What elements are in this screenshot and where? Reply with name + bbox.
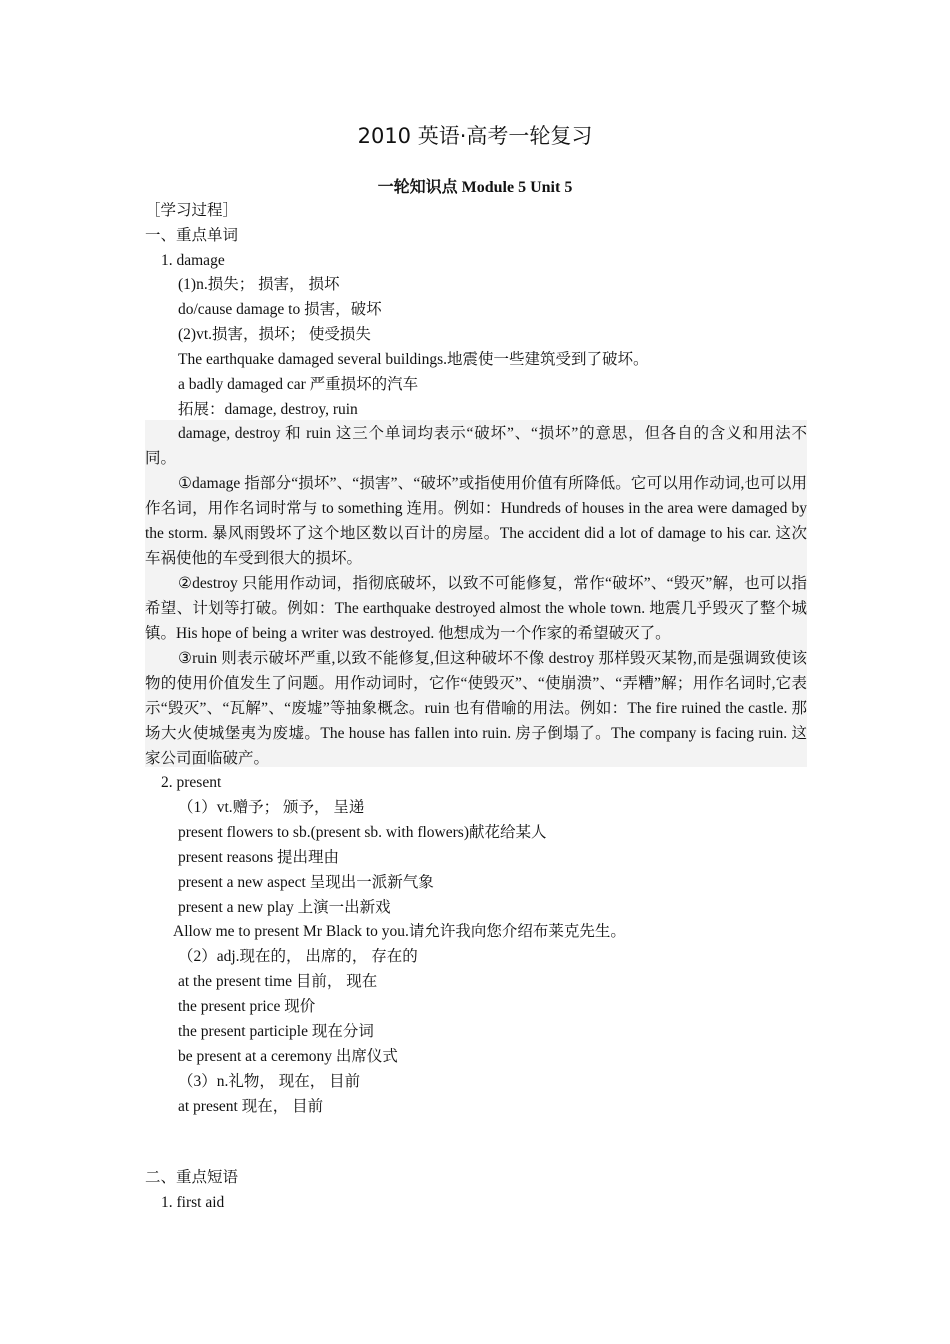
text-line: the present price 现价 <box>178 998 316 1015</box>
paragraph: ③ruin 则表示破坏严重,以致不能修复,但这种破坏不像 destroy 那样毁灭某物,而是强调致使该物的使用价值发生了问题。用作动词时，它作“使毁灭”、“使崩溃”、“弄糟”解；用作名词时,它表示“毁灭”、“瓦解”、“废墟”等抽象概念。ruin 也有借喻的用法。例如：The fire ruined the castle. 那场大火使城堡夷为废墟。The house has fallen into ruin. 房子倒塌了。The company is facing ruin. 这家公司面临破产。 <box>145 650 807 767</box>
text-line: （1）vt.赠予； 颁予， 呈递 <box>178 799 365 816</box>
page-title: 2010 英语·高考一轮复习 <box>357 124 593 148</box>
item-heading-first-aid: 1. first aid <box>161 1194 225 1211</box>
section-label: ［学习过程］ <box>145 202 239 219</box>
text-line: Allow me to present Mr Black to you.请允许我向您介绍布莱克先生。 <box>173 923 626 940</box>
text-line: at present 现在， 目前 <box>178 1098 324 1115</box>
text-line: (2)vt.损害，损坏； 使受损失 <box>178 326 371 343</box>
text-line: at the present time 目前， 现在 <box>178 973 378 990</box>
text-line: 拓展：damage, destroy, ruin <box>178 401 358 418</box>
text-line: do/cause damage to 损害，破坏 <box>178 301 382 318</box>
text-line: the present participle 现在分词 <box>178 1023 374 1040</box>
page-subtitle: 一轮知识点 Module 5 Unit 5 <box>377 179 573 196</box>
text-line: （2）adj.现在的， 出席的， 存在的 <box>178 948 418 965</box>
text-line: present a new aspect 呈现出一派新气象 <box>178 874 434 891</box>
item-heading-present: 2. present <box>161 774 222 791</box>
text-line: The earthquake damaged several buildings.地震使一些建筑受到了破坏。 <box>178 351 649 368</box>
item-heading-damage: 1. damage <box>161 252 225 269</box>
section-heading-phrases: 二、重点短语 <box>145 1169 239 1186</box>
paragraph: ①damage 指部分“损坏”、“损害”、“破坏”或指使用价值有所降低。它可以用作动词,也可以用作名词，用作名词时常与 to something 连用。例如：Hundreds of houses in the area were damaged by the storm. 暴风雨毁坏了这个地区数以百计的房屋。The accident did a lot of damage to his car. 这次车祸使他的车受到很大的损坏。 <box>145 475 807 567</box>
text-line: present a new play 上演一出新戏 <box>178 899 391 916</box>
paragraph: damage, destroy 和 ruin 这三个单词均表示“破坏”、“损坏”的意思，但各自的含义和用法不同。 <box>145 425 807 467</box>
text-line: （3）n.礼物， 现在， 目前 <box>178 1073 361 1090</box>
text-line: be present at a ceremony 出席仪式 <box>178 1048 398 1065</box>
text-line: present reasons 提出理由 <box>178 849 339 866</box>
text-line: present flowers to sb.(present sb. with flowers)献花给某人 <box>178 824 547 841</box>
text-line: a badly damaged car 严重损坏的汽车 <box>178 376 419 393</box>
text-line: (1)n.损失； 损害， 损坏 <box>178 276 340 293</box>
paragraph: ②destroy 只能用作动词，指彻底破坏，以致不可能修复，常作“破坏”、“毁灭”解，也可以指希望、计划等打破。例如：The earthquake destroyed almost the whole town. 地震几乎毁灭了整个城镇。His hope of being a writer was destroyed. 他想成为一个作家的希望破灭了。 <box>145 575 807 642</box>
section-heading-words: 一、重点单词 <box>145 227 239 244</box>
